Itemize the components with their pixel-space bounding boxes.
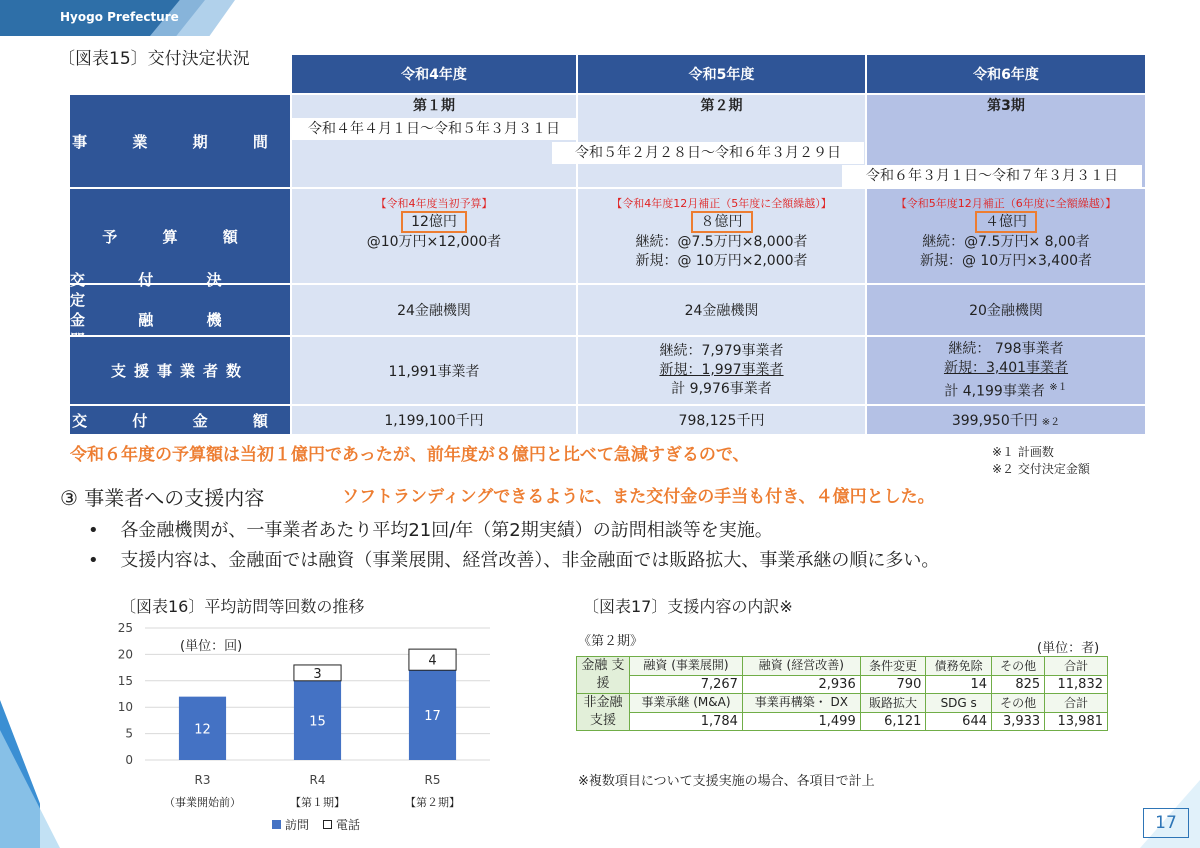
supported-r6 [867, 337, 1145, 404]
institutions-r4: 24金融機関 [292, 285, 576, 335]
support-breakdown-table [576, 656, 1108, 731]
row-header-decision-line1: 交 付 決 定 [70, 271, 246, 309]
data-label: 3 [313, 666, 322, 682]
legend-phone: 電話 [336, 818, 361, 832]
y-tick-label: 10 [117, 700, 133, 715]
bullet-2-text: 支援内容は、金融面では融資（事業展開、経営改善）、非金融面では販路拡大、事業承継の順に多い。 [120, 550, 940, 571]
supported-line: 新規：3,401事業者 [943, 359, 1069, 376]
year-header-r5: 令和5年度 [578, 55, 865, 93]
chart-unit-label: (単位：回) [180, 639, 243, 654]
data-label: 17 [424, 709, 441, 725]
institutions-r5: 24金融機関 [578, 285, 865, 335]
year-header-r6: 令和6年度 [867, 55, 1145, 93]
row-header-decision [70, 271, 290, 335]
brand-label: Hyogo Prefecture [60, 10, 179, 24]
amount-value: 399,950千円 [951, 413, 1038, 429]
x-tick-sublabel: 【第１期】 [290, 796, 345, 809]
bullet-1-text: 各金融機関が、一事業者あたり平均21回/年（第2期実績）の訪問相談等を実施。 [120, 520, 773, 541]
row-header-budget: 予 算 額 [70, 189, 290, 283]
supported-line: 11,991事業者 [388, 363, 480, 380]
fig16-title: 〔図表16〕平均訪問等回数の推移 [120, 597, 365, 616]
supported-total: 計 4,199事業者 [944, 383, 1045, 400]
row-header-amount: 交 付 金 額 [70, 406, 290, 434]
page-number: 17 [1143, 808, 1189, 838]
nonfin-value: 6,121 [860, 712, 926, 731]
supported-line: 新規：1,997事業者 [659, 362, 784, 378]
y-tick-label: 20 [117, 647, 133, 662]
fig17-footnote: ※複数項目について支援実施の場合、各項目で計上 [578, 774, 875, 789]
legend-visit: 訪問 [285, 818, 310, 832]
budget-line: 継続：@7.5万円×8,000者 [635, 234, 808, 250]
section3-title: ③ 事業者への支援内容 [60, 486, 265, 510]
note-2: ※２ 交付決定金額 [992, 462, 1090, 476]
budget-amount-box: 12億円 [401, 211, 467, 233]
legend-swatch-phone [323, 820, 332, 829]
fin-label: 金融 支援 [577, 657, 630, 694]
fig15-title: 〔図表15〕交付決定状況 [58, 49, 250, 69]
nonfin-label: 非金融 支援 [577, 694, 630, 731]
y-tick-label: 25 [117, 621, 133, 635]
year-header-r4: 令和4年度 [292, 55, 576, 93]
chart-legend [272, 816, 360, 833]
fin-header: 債務免除 [926, 657, 992, 676]
data-label: 12 [194, 722, 211, 738]
nonfin-header: その他 [992, 694, 1045, 713]
fig17-period: 《第２期》 [578, 634, 644, 649]
row-header-decision-line2: 金 融 機 [70, 311, 246, 329]
nonfin-value: 13,981 [1045, 712, 1108, 731]
data-label: 15 [309, 714, 326, 730]
nonfin-header: 事業承継 (M&A) [630, 694, 743, 713]
budget-cell-r5 [578, 189, 865, 283]
period-title-1: 第１期 [413, 98, 455, 114]
x-tick-sublabel: 【第２期】 [405, 796, 460, 809]
row-header-period: 事 業 期 間 [70, 95, 290, 187]
supported-r5 [578, 337, 865, 404]
fin-header: 融資 (経営改善) [742, 657, 860, 676]
fin-header: 条件変更 [860, 657, 926, 676]
budget-cell-r6 [867, 189, 1145, 283]
budget-line: @10万円×12,000者 [366, 234, 502, 250]
budget-note: 【令和4年度12月補正（5年度に全額繰越）】 [611, 197, 832, 210]
supported-line: 計 9,976事業者 [671, 381, 772, 397]
fin-value: 790 [860, 675, 926, 694]
nonfin-value: 3,933 [992, 712, 1045, 731]
comment-line2: ソフトランディングできるように、また交付金の手当も付き、４億円とした。 [342, 487, 935, 507]
comment-line1: 令和６年度の予算額は当初１億円であったが、前年度が８億円と比べて急減すぎるので、 [70, 445, 750, 465]
note-1: ※１ 計画数 [992, 445, 1054, 459]
y-tick-label: 5 [125, 726, 133, 741]
fin-value: 825 [992, 675, 1045, 694]
fin-header: その他 [992, 657, 1045, 676]
x-tick-label: R5 [424, 773, 441, 787]
legend-swatch-visit [272, 820, 281, 829]
budget-amount-box: ８億円 [691, 211, 753, 233]
period-range-3: 令和６年３月１日～令和７年３月３１日 [842, 165, 1142, 187]
supported-line: 継続：7,979事業者 [659, 343, 784, 359]
period-title-3: 第3期 [987, 98, 1025, 114]
nonfin-value: 1,784 [630, 712, 743, 731]
budget-note: 【令和5年度12月補正（6年度に全額繰越）】 [895, 197, 1117, 210]
chart-bars [179, 649, 456, 760]
supported-r4 [292, 337, 576, 404]
x-tick-label: R4 [309, 773, 326, 787]
footnote-mark-2: ※２ [1041, 416, 1061, 428]
budget-cell-r4 [292, 189, 576, 283]
budget-line: 新規：@ 10万円×3,400者 [919, 253, 1093, 269]
y-tick-label: 0 [125, 753, 133, 767]
row-header-supported: 支援事業者数 [70, 337, 290, 404]
fin-header: 融資 (事業展開) [630, 657, 743, 676]
amount-r4: 1,199,100千円 [292, 406, 576, 434]
nonfin-value: 1,499 [742, 712, 860, 731]
bar-chart [100, 612, 500, 837]
supported-line: 継続： 798事業者 [948, 340, 1064, 357]
nonfin-value: 644 [926, 712, 992, 731]
nonfin-header: 販路拡大 [860, 694, 926, 713]
supported-line-total [944, 378, 1067, 402]
x-tick-label: R3 [194, 773, 211, 787]
fin-value: 11,832 [1045, 675, 1108, 694]
bullet-1: • 各金融機関が、一事業者あたり平均21回/年（第2期実績）の訪問相談等を実施。 [88, 520, 773, 541]
nonfin-header: 事業再構築・ DX [742, 694, 860, 713]
budget-note: 【令和4年度当初予算】 [375, 197, 493, 210]
y-tick-label: 15 [117, 673, 133, 688]
budget-line: 新規：@ 10万円×2,000者 [635, 253, 808, 269]
fin-value: 14 [926, 675, 992, 694]
nonfin-header: 合計 [1045, 694, 1108, 713]
corner-decoration-left-light [0, 730, 60, 848]
fin-header: 合計 [1045, 657, 1108, 676]
fin-value: 2,936 [742, 675, 860, 694]
fig17-unit: (単位：者) [1037, 641, 1100, 656]
period-title-2: 第２期 [700, 98, 743, 114]
period-range-2: 令和５年２月２８日～令和６年３月２９日 [552, 142, 864, 164]
x-tick-sublabel: （事業開始前） [164, 796, 241, 809]
amount-r5: 798,125千円 [578, 406, 865, 434]
footnote-mark-1: ※１ [1049, 381, 1068, 393]
budget-amount-box: ４億円 [975, 211, 1037, 233]
budget-line: 継続：@7.5万円× 8,00者 [922, 234, 1090, 250]
bullet-2: • 支援内容は、金融面では融資（事業展開、経営改善）、非金融面では販路拡大、事業承継の順に多い。 [88, 550, 940, 571]
nonfin-header: SDG s [926, 694, 992, 713]
period-range-1: 令和４年４月１日～令和５年３月３１日 [292, 118, 576, 140]
fig17-title: 〔図表17〕支援内容の内訳※ [583, 597, 793, 616]
fin-value: 7,267 [630, 675, 743, 694]
amount-r6 [867, 406, 1145, 434]
institutions-r6: 20金融機関 [867, 285, 1145, 335]
data-label: 4 [428, 653, 437, 669]
